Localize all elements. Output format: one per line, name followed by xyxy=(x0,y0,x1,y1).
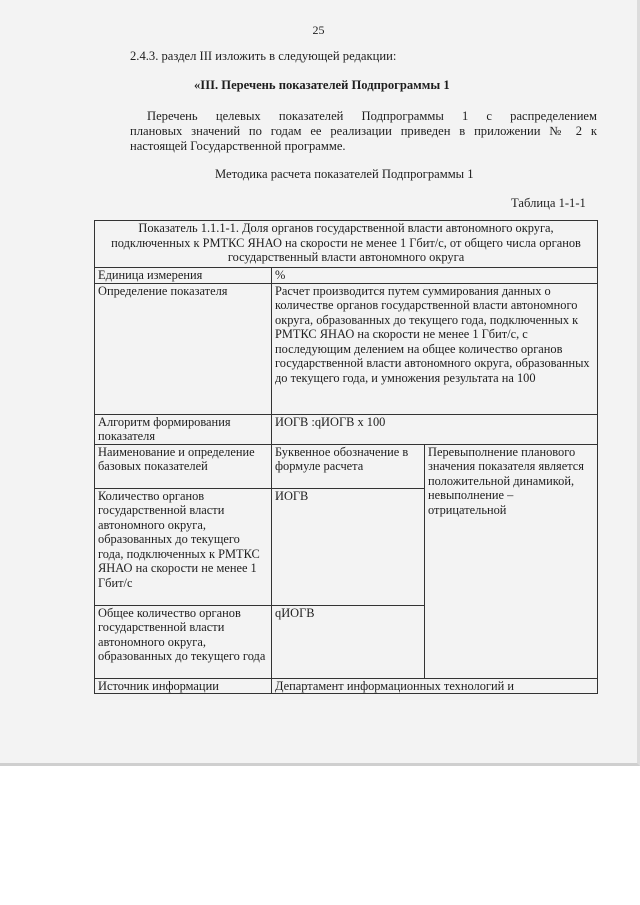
evaluation-note: Перевыполнение планового значения показателя является положительной динамикой, невыполнение – отрицательной xyxy=(425,444,598,678)
section-amendment-line: 2.4.3. раздел III изложить в следующей редакции: xyxy=(130,49,397,63)
algorithm-value: ИОГВ :qИОГВ х 100 xyxy=(272,414,598,444)
base-symbol-header: Буквенное обозначение в формуле расчета xyxy=(272,444,425,488)
algorithm-label: Алгоритм формирования показателя xyxy=(95,414,272,444)
source-label: Источник информации xyxy=(95,678,272,694)
methodology-title: Методика расчета показателей Подпрограммы 1 xyxy=(215,167,474,181)
definition-label: Определение показателя xyxy=(95,283,272,414)
base-row-name: Общее количество органов государственной власти автономного округа, образованных до текущего года xyxy=(95,605,272,678)
paragraph-line: плановых значений по годам ее реализации приведен в приложении № 2 к xyxy=(130,124,597,138)
table-label: Таблица 1-1-1 xyxy=(511,196,586,210)
page-number: 25 xyxy=(312,23,325,37)
paragraph-line: Перечень целевых показателей Подпрограммы 1 с распределением xyxy=(147,109,597,123)
source-value: Департамент информационных технологий и xyxy=(272,678,598,694)
section-heading: «III. Перечень показателей Подпрограммы 1 xyxy=(194,78,450,92)
indicator-title: Показатель 1.1.1-1. Доля органов государственной власти автономного округа, подключенных к РМТКС ЯНАО на скорости не менее 1 Гбит/с, от общего числа органов государственный власти автономного округа xyxy=(95,221,598,268)
base-row-symbol: qИОГВ xyxy=(272,605,425,678)
definition-value: Расчет производится путем суммирования данных о количестве органов государственной власти автономного округа, образованных до текущего года, подключенных к РМТКС ЯНАО на скорости не менее 1 Гбит/с, с последующим делением на общее количество органов государственной власти автономного округа, образованных до текущего года, и умножения результата на 100 xyxy=(272,283,598,414)
unit-value: % xyxy=(272,268,598,284)
base-row-symbol: ИОГВ xyxy=(272,488,425,605)
paragraph-line: настоящей Государственной программе. xyxy=(130,139,346,153)
unit-label: Единица измерения xyxy=(95,268,272,284)
base-name-header: Наименование и определение базовых показателей xyxy=(95,444,272,488)
base-row-name: Количество органов государственной власти автономного округа, образованных до текущего года, подключенных к РМТКС ЯНАО на скорости не менее 1 Гбит/с xyxy=(95,488,272,605)
indicator-table xyxy=(94,220,598,694)
